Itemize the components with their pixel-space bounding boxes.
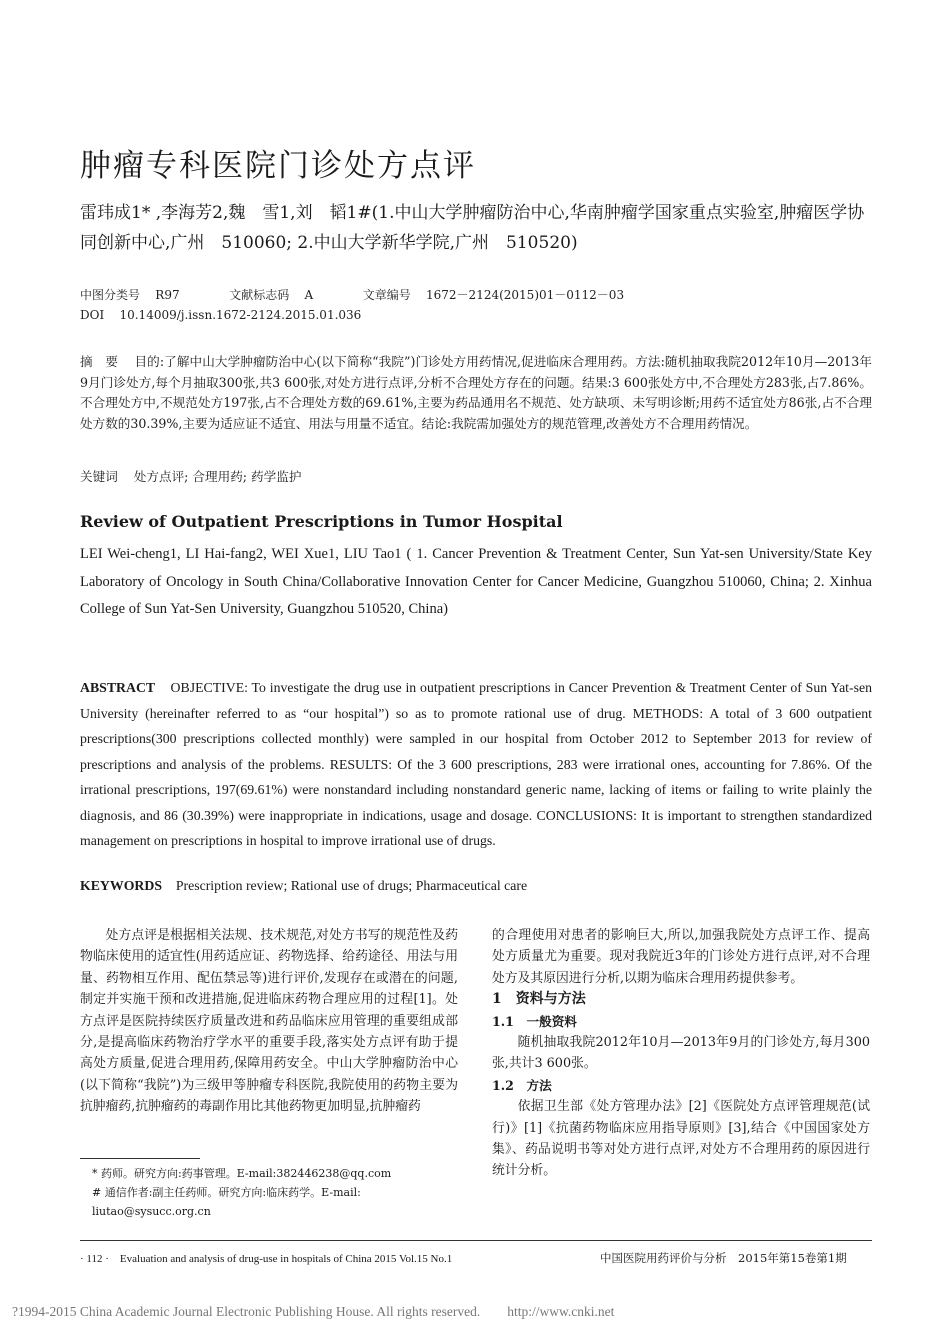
copyright-line: ?1994-2015 China Academic Journal Electronic Publishing House. All rights reserved. http://www.cnki.net [12, 1304, 615, 1319]
page-title: 肿瘤专科医院门诊处方点评 [80, 148, 476, 184]
section-heading-1: 1 资料与方法 [492, 991, 586, 1008]
keywords-cn [80, 467, 872, 488]
english-title: Review of Outpatient Prescriptions in Tumor Hospital [80, 512, 563, 531]
keywords-cn-label: 关键词 [80, 469, 118, 484]
english-keywords-text: Prescription review; Rational use of drugs; Pharmaceutical care [175, 878, 528, 893]
english-keywords-label: KEYWORDS [80, 878, 163, 893]
clc-value: R97 [155, 288, 180, 302]
footer-left: · 112 · Evaluation and analysis of drug-use in hospitals of China 2015 Vol.15 No.1 [80, 1253, 453, 1265]
footnote-2: # 通信作者:副主任药师。研究方向:临床药学。E-mail: liutao@sysucc.org.cn [92, 1186, 361, 1218]
section-heading-1-1: 1.1 一般资料 [492, 1013, 577, 1029]
meta-line-2 [80, 308, 361, 322]
paragraph-1-2: 依据卫生部《处方管理办法》[2]《医院处方点评管理规范(试行)》[1]《抗菌药物临床应用指导原则》[3],结合《中国国家处方集》、药品说明书等对处方进行点评,对处方不合理用药的原因进行统计分析。 [492, 1099, 870, 1179]
meta-line-1 [80, 286, 624, 303]
paragraph-1-1: 随机抽取我院2012年10月—2013年9月的门诊处方,每月300张,共计3 600张。 [492, 1035, 870, 1072]
english-abstract [80, 675, 872, 854]
english-keywords [80, 878, 527, 894]
doc-code-label: 文献标志码 [229, 288, 290, 302]
doc-code-value: A [304, 288, 314, 302]
abstract-cn [80, 352, 872, 434]
english-abstract-text: OBJECTIVE: To investigate the drug use in outpatient prescriptions in Cancer Prevention & Treatment Center of Sun Yat-sen University (hereinafter referred to as “our hospital”) so as to promote rational use of drug. METHODS: A total of 3 600 outpatient prescriptions(300 prescriptions collected monthly) were sampled in our hospital from October 2012 to September 2013 for review of prescriptions and analysis of the problems. RESULTS: Of the 3 600 prescriptions, 283 were irrational ones, accounting for 7.86%. Of the irrational prescriptions, 197(69.61%) were nonstandard including nonstandard generic name, lacking of items or failing to write plainly the diagnosis, and 86 (30.39%) were inappropriate in indications, usage and dosage. CONCLUSIONS: It is important to strengthen standardized management on prescriptions in hospital to improve irrational use of drugs. [80, 680, 873, 848]
intro-continued: 的合理使用对患者的影响巨大,所以,加强我院处方点评工作、提高处方质量尤为重要。现对我院近3年的门诊处方进行点评,对不合理处方及其原因进行分析,以期为临床合理用药提供参考。 [492, 928, 870, 986]
doi-label: DOI [80, 308, 105, 322]
doi-value: 10.14009/j.issn.1672-2124.2015.01.036 [119, 308, 362, 322]
section-heading-1-2: 1.2 方法 [492, 1077, 552, 1093]
english-abstract-label: ABSTRACT [80, 680, 156, 695]
body-right-column [492, 925, 870, 1182]
clc-label: 中图分类号 [80, 288, 141, 302]
abstract-cn-label: 摘 要 [80, 354, 119, 369]
authors-cn: 雷玮成1* ,李海芳2,魏 雪1,刘 韬1#(1.中山大学肿瘤防治中心,华南肿瘤学国家重点实验室,肿瘤医学协同创新中心,广州 510060; 2.中山大学新华学院,广州 510520) [80, 203, 865, 253]
abstract-cn-text: 目的:了解中山大学肿瘤防治中心(以下简称“我院”)门诊处方用药情况,促进临床合理用药。方法:随机抽取我院2012年10月—2013年9月门诊处方,每个月抽取300张,共3 600张,对处方进行点评,分析不合理处方存在的问题。结果:3 600张处方中,不合理处方283张,占7.86%。不合理处方中,不规范处方197张,占不合理处方数的69.61%,主要为药品通用名不规范、处方缺项、未写明诊断;用药不适宜处方86张,占不合理处方数的30.39%,主要为适应证不适宜、用法与用量不适宜。结论:我院需加强处方的规范管理,改善处方不合理用药情况。 [80, 354, 873, 431]
english-authors: LEI Wei-cheng1, LI Hai-fang2, WEI Xue1, LIU Tao1 ( 1. Cancer Prevention & Treatment Center, Sun Yat-sen University/State Key Laboratory of Oncology in South China/Collaborative Innovation Center for Cancer Medicine, Guangzhou 510060, China; 2. Xinhua College of Sun Yat-Sen University, Guangzhou 510520, China) [80, 546, 872, 617]
footer-divider [80, 1240, 872, 1241]
body-left-column [80, 925, 458, 1118]
footnote-divider [80, 1158, 200, 1159]
footnote-1: * 药师。研究方向:药事管理。E-mail:382446238@qq.com [92, 1167, 392, 1180]
article-no-label: 文章编号 [362, 288, 411, 302]
footer-right: 中国医院用药评价与分析 2015年第15卷第1期 [600, 1251, 847, 1265]
keywords-cn-text: 处方点评; 合理用药; 药学监护 [133, 469, 302, 484]
article-no-value: 1672－2124(2015)01－0112－03 [426, 288, 625, 302]
intro-paragraph: 处方点评是根据相关法规、技术规范,对处方书写的规范性及药物临床使用的适宜性(用药适应证、药物选择、给药途径、用法与用量、药物相互作用、配伍禁忌等)进行评价,发现存在或潜在的问题,制定并实施干预和改进措施,促进临床药物合理应用的过程[1]。处方点评是医院持续医疗质量改进和药品临床应用管理的重要组成部分,是提高临床药物治疗学水平的重要手段,落实处方点评有助于提高处方质量,促进合理用药,保障用药安全。中山大学肿瘤防治中心(以下简称“我院”)为三级甲等肿瘤专科医院,我院使用的药物主要为抗肿瘤药,抗肿瘤药的毒副作用比其他药物更加明显,抗肿瘤药 [80, 928, 458, 1115]
footnotes [92, 1164, 462, 1221]
